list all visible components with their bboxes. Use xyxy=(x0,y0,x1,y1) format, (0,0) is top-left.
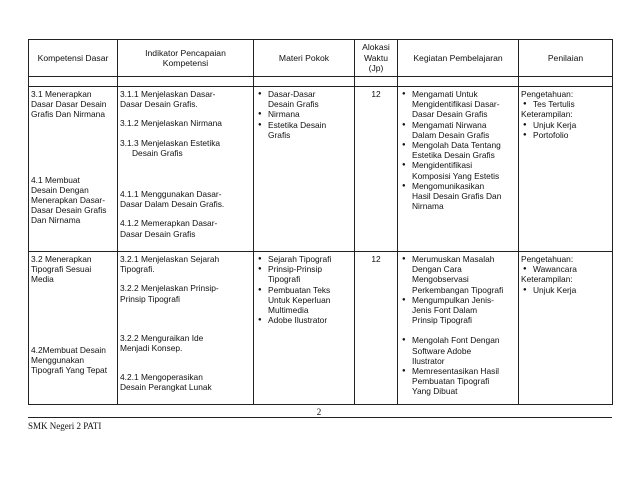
lesson-plan-table xyxy=(28,39,613,405)
penilaian-cell xyxy=(519,252,613,405)
list-item: ● Unjuk Kerja xyxy=(533,120,610,130)
header-alokasi-waktu: Alokasi Waktu (Jp) xyxy=(355,40,398,77)
list-item: ● Mengamati Nirwana Dalam Desain Grafis xyxy=(412,120,516,140)
list-item: ● Adobe Ilustrator xyxy=(268,315,352,325)
penilaian-cell xyxy=(519,87,613,252)
header-indikator: Indikator Pencapaian Kompetensi xyxy=(118,40,254,77)
list-item: ● Wawancara xyxy=(533,264,610,274)
table-row xyxy=(29,252,613,405)
materi-cell xyxy=(254,87,355,252)
kegiatan-list xyxy=(400,335,516,396)
indikator-text: 3.2.2 Menguraikan Ide Menjadi Konsep. xyxy=(120,332,204,354)
header-kegiatan: Kegiatan Pembelajaran xyxy=(398,40,519,77)
list-item: ● Tes Tertulis xyxy=(533,99,610,109)
list-item: ● Sejarah Tipografi xyxy=(268,254,352,264)
header-kompetensi-dasar: Kompetensi Dasar xyxy=(29,40,118,77)
penilaian-list xyxy=(521,264,610,274)
penilaian-list xyxy=(521,285,610,295)
waktu-value: 12 xyxy=(371,89,381,99)
indikator-cell xyxy=(118,87,254,252)
header-row xyxy=(29,40,613,77)
list-item: ● Unjuk Kerja xyxy=(533,285,610,295)
indikator-cell xyxy=(118,252,254,405)
indikator-text: 3.2.1 Menjelaskan Sejarah Tipografi. xyxy=(120,254,220,275)
indikator-text: 4.1.1 Menggunakan Dasar- Dasar Dalam Desain Grafis. xyxy=(120,189,225,210)
waktu-cell xyxy=(355,87,398,252)
list-item: ● Portofolio xyxy=(533,130,610,140)
kd-text: 3.2 Menerapkan Tipografi Sesuai Media xyxy=(31,254,92,285)
materi-cell xyxy=(254,252,355,405)
waktu-value: 12 xyxy=(371,254,381,264)
kegiatan-list xyxy=(400,89,516,211)
footer-school-name: SMK Negeri 2 PATI xyxy=(28,421,102,431)
list-item: ● Mengamati Untuk Mengidentifikasi Dasar- Dasar Desain Grafis xyxy=(412,89,516,120)
list-item: ● Mengidentifikasi Komposisi Yang Estetis xyxy=(412,160,516,180)
penilaian-label: Pengetahuan: xyxy=(521,89,574,99)
penilaian-label: Pengetahuan: xyxy=(521,254,574,264)
materi-list xyxy=(256,89,352,140)
kd-text: 4.2Membuat Desain Menggunakan Tipografi Yang Tepat xyxy=(31,344,108,376)
kd-text: 4.1 Membuat Desain Dengan Menerapkan Dasar- Dasar Desain Grafis Dan Nirnama xyxy=(31,174,107,226)
list-item: ● Estetika Desain Grafis xyxy=(268,120,352,140)
header-materi-pokok: Materi Pokok xyxy=(254,40,355,77)
waktu-cell xyxy=(355,252,398,405)
list-item: ● Mengolah Data Tentang Estetika Desain Grafis xyxy=(412,140,516,160)
list-item: ● Pembuatan Teks Untuk Keperluan Multimedia xyxy=(268,285,352,316)
spacer-row xyxy=(29,77,613,87)
penilaian-list xyxy=(521,99,610,109)
list-item: ● Mengolah Font Dengan Software Adobe Ilustrator xyxy=(412,335,516,366)
list-item: ● Memresentasikan Hasil Pembuatan Tipografi Yang Dibuat xyxy=(412,366,516,397)
penilaian-label: Keterampilan: xyxy=(521,274,573,285)
kegiatan-list xyxy=(400,254,516,325)
list-item: ● Mengumpulkan Jenis- Jenis Font Dalam Prinsip Tipografi xyxy=(412,295,516,326)
list-item: ● Dasar-Dasar Desain Grafis xyxy=(268,89,352,109)
list-item: ● Mengomunikasikan Hasil Desain Grafis Dan Nirnama xyxy=(412,181,516,212)
footer-divider xyxy=(28,417,612,418)
kd-text: 3.1 Menerapkan Dasar Dasar Desain Grafis Dan Nirmana xyxy=(31,89,107,120)
table-row xyxy=(29,87,613,252)
materi-list xyxy=(256,254,352,325)
penilaian-label: Keterampilan: xyxy=(521,109,573,120)
indikator-text: 4.1.2 Memerapkan Dasar- Dasar Desain Grafis xyxy=(120,218,218,239)
list-item: ● Nirmana xyxy=(268,109,352,119)
header-penilaian: Penilaian xyxy=(519,40,613,77)
indikator-text: 3.1.3 Menjelaskan Estetika xyxy=(120,137,221,148)
kd-cell xyxy=(29,252,118,405)
indikator-text: 4.2.1 Mengoperasikan Desain Perangkat Lunak xyxy=(120,372,212,393)
penilaian-list xyxy=(521,120,610,140)
kd-cell xyxy=(29,87,118,252)
indikator-text: 3.2.2 Menjelaskan Prinsip- Prinsip Tipografi xyxy=(120,283,219,304)
kegiatan-cell xyxy=(398,252,519,405)
indikator-text: 3.1.1 Menjelaskan Dasar- Dasar Desain Grafis. xyxy=(120,89,216,110)
page-number: 2 xyxy=(316,407,322,417)
indikator-text: Desain Grafis xyxy=(132,147,183,158)
list-item: ● Merumuskan Masalah Dengan Cara Mengobservasi Perkembangan Tipografi xyxy=(412,254,516,295)
indikator-text: 3.1.2 Menjelaskan Nirmana xyxy=(120,118,222,129)
kegiatan-cell xyxy=(398,87,519,252)
list-item: ● Prinsip-Prinsip Tipografi xyxy=(268,264,352,284)
